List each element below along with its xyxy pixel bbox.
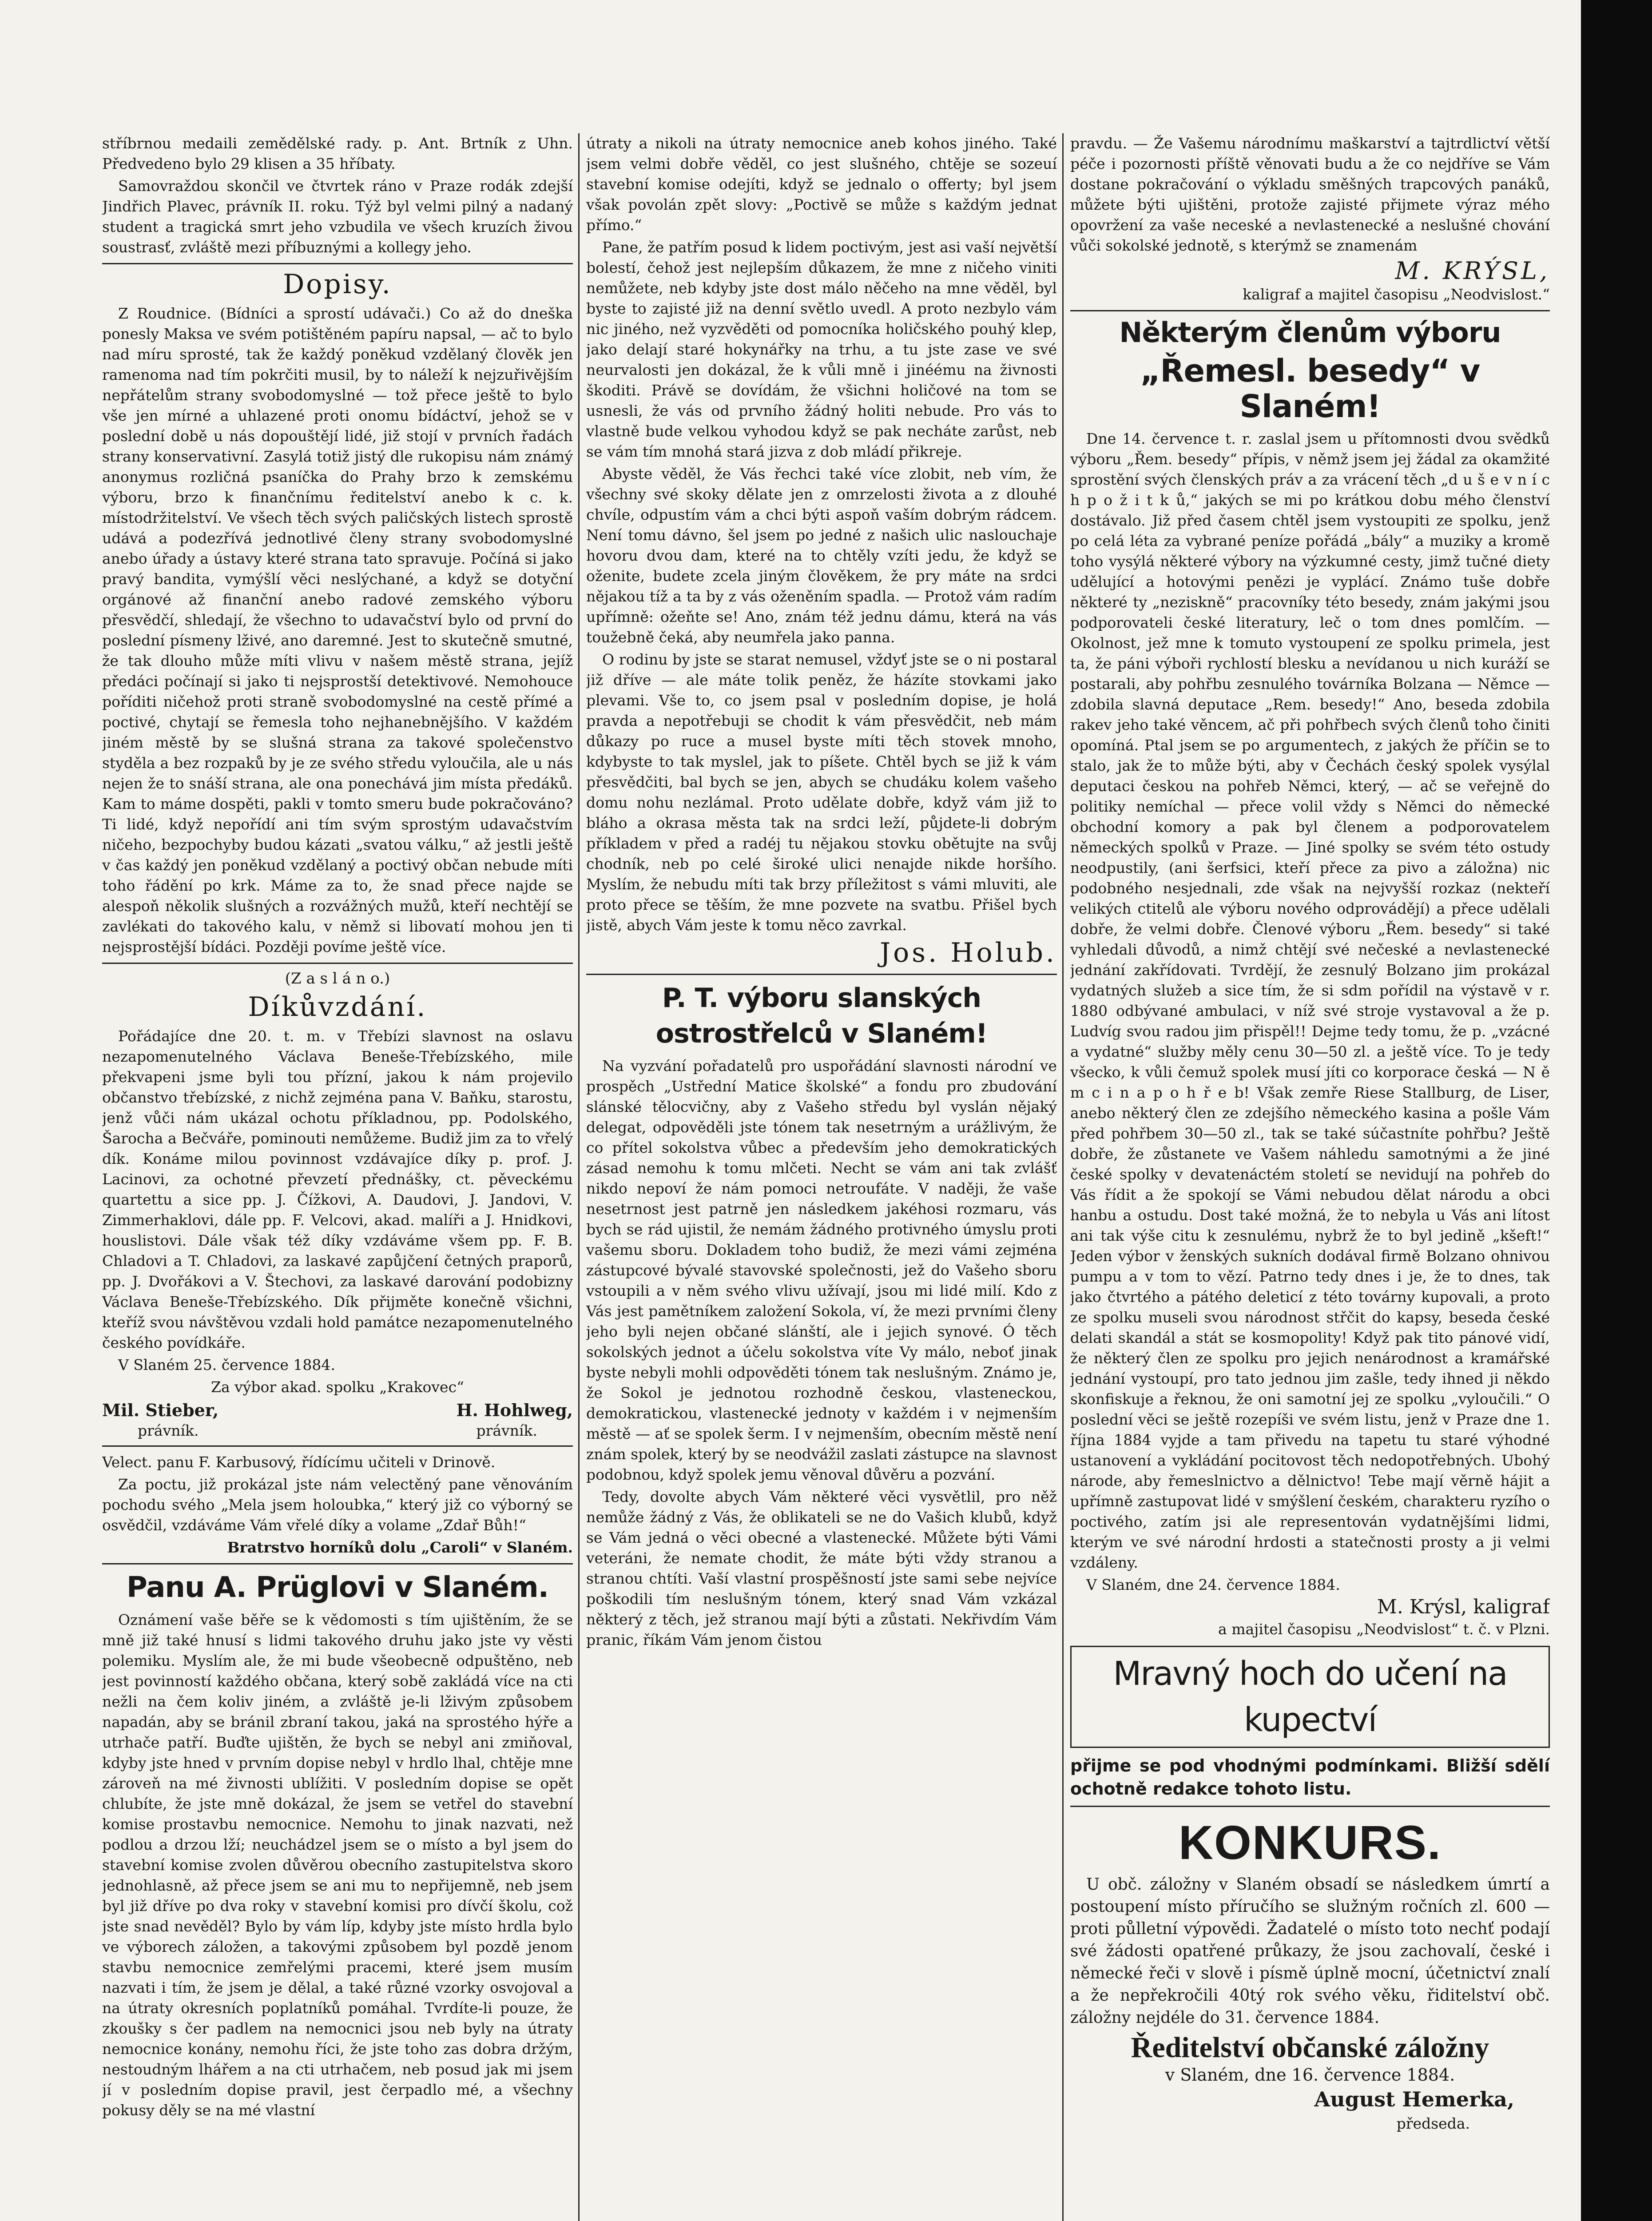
column-rule (1062, 133, 1064, 2221)
section-heading-dikuvzdani: Díkůvzdání. (248, 991, 427, 1023)
signature-left: Mil. Stieber, (102, 1400, 219, 1420)
article-paragraph: Abyste věděl, že Vás řechci také více zlobit, neb vím, že všechny své skoky dělate jen z omrzelosti života a z dlouhé chvíle, odpustím vám a chci býti aspoň vaším dobrým rádcem. Není tomu dávno, šel jsem po jedné z našich ulic naslouchaje hovoru dvou dam, které na to chtěly vzíti jedu, že když se oženite, budete zcela jiným člověkem, že pry máte na srdci nějakou tíž a ta by z vás oženěním spadla. — Protož vám radím upřímně: ožeňte se! Ano, znám též jednu dámu, která na vás toužebně čeká, aby neumřela jako panna. (586, 465, 1057, 646)
article-vybor: Dne 14. července t. r. zaslal jsem u přítomnosti dvou svědků výboru „Řem. besedy“ přípis, v němž jsem jej žádal za okamžité sprostění svých členských práv a za vrácení těch „d u š e v n í c h p o ž i t k ů,“ jakých se mi po krátkou dobu mého členství dostávalo. Již před časem chtěl jsem vystoupiti ze spolku, jenž po celá léta za vybrané peníze pořádá „bály“ a muziky a kromě toho vysýlá některé výbory na výzkumné cesty, jimž tučné diety udělující a hotovými penězi je vyplácí. Známo tuše dobře některé ty „neziskně“ pracovníky této besedy, znám jakými jsou podporovateli české literatury, leč o tom dnes pomlčím. — Okolnost, jež mne k tomuto vystoupení ze spolku primela, jest ta, že páni výboři rychlostí blesku a nevídanou u nich kuráží se postarali, aby pohřbu zesnulého továrníka Bolzana — Němce — zdobila slavná deputace „Rem. besedy!“ Ano, beseda zdobila rakev jeho také věncem, ač při pohřbech svých členů toho činiti opomíná. Ptal jsem se po argumentech, z jakých že příčin se to stalo, jak že to může býti, aby v Čechách český spolek vysýlal deputaci českou na pohřeb Němci, který, — ač se veřejně do politiky nemíchal — přece volil vždy s Němci do německé obchodní komory a pak byl členem a podporovatelem německých spolků v Praze. — Jiné spolky se svém této ostudy neodpustily, (ani šerfsici, kteří přece za pivo a záložna) nic podobného nesjednali, zde však na nejvyšší rozkaz (nekteří velikých ctitelů ale výboru nového odprovádějí) a přece udělali dobře, že velmi dobře. Členové výboru „Řem. besedy“ si také vyhledali důvodů, a nimž chtějí své nečeské a nevlastenecké jednání zakřídovati. Tvrdějí, že zesnulý Bolzano jim prokázal vydatných služeb a sice tím, že si sdm pořídil na výstavě v r. 1880 odbývané ambulaci, v níž své stroje vystavoval a že p. Ludvíg svou radou jim přispěl!! Dejme tedy tomu, že p. „vzácné a vydatné“ služby měly cenu 30—50 zl. a ještě více. To je tedy všecko, k vůli čemuž spolek musí jíti co korporace česká — N ě m c i n a p o h ř e b! Však zemře Riese Stallburg, de Liser, anebo některý člen ze zdejšího německého kasina a pošle Vám před pohřbem 30—50 zl., tak se také súčastníte pohřbu? Ještě dobře, že zůstanete ve Vašem náhledu samotnými a že jiné české spolky v devatenáctém století se nevidují na pohřeb do Vás řídit a že spokojí se Vámi nebudou dělat národu a obci hanbu a ostudu. Dost také možná, že to nebyla u Vás ani lítost ani tak výše citu k zesnulému, nybrž že to byl jedině „kšeft!“ Jeden výbor v ženských sukních dodával firmě Bolzano ohnivou pumpu a v tom to vězí. Patrno tedy dnes i je, že to dnes, tak jako čtvrtého a pátého deleticí z této továrny kupovali, a proto ze spolku museli svou národnost střčit do kapsy, beseda české delati skandál a stát se kosmopolity! Když pak tito pánové vidí, že některý člen ze spolku pro jejich nenárodnost a kramářské jednání vystoupí, pro tato jednou jim zašle, tedy ihned ji někdo skonfiskuje a řeknou, že oni samotní jej ze spolku „vyloučili.“ O poslední věci se ještě rozepíši ve svém listu, jenž v Praze dne 1. října 1884 vyjde a tam přivedu na tapetu tu staré výhodné ustanovení a vykládání pocitovost těch nedopotřebných. Ubohý národe, aby řemeslnictvo a dělnictvo! Tebe mají věrně hájit a upřímně zastupovat lidé v smýšlení českém, charakteru ryzího o poctivého, zatím jsi ale representován vydatnějšími lidmi, kterým ve své národní hrdosti a statečnosti prosty a ji velmi vzdáleny. (1070, 430, 1550, 1571)
article-ostrostrelci: Na vyzvání pořadatelů pro uspořádání slavnosti národní ve prospěch „Ustřední Matice školské“ a fondu pro zbudování slánské tělocvičny, aby z Vašeho středu byl vyslán nějaký delegat, odpověděli jste tónem tak nesetrným a urážlivým, že co přítel sokolstva vůbec a především jeho demokratických zásad nemohu k tomu mlčeti. Necht se vám ani tak zvlášť nikdo nepoví že nám pomoci netroufáte. V naději, že vaše nesetrnost jest patrně jen následkem jakéhosi rozmaru, vás bych se rád ujistil, že nemám žádného protivného úmyslu proti vašemu sboru. Dokladem toho budiž, že mezi vámi zejména zástupcové bývalé stavovské společnosti, jež do Vašeho sboru vstoupili a v něm svého vlivu užívají, jsou mi lidé milí. Kdo z Vás jest pamětníkem založení Sokola, ví, že mezi prvními členy jeho byli nejen občané slánští, ale i jejich synové. Ó těch sokolských jednot a účelu sokolstva víte Vy málo, neboť jinak byste nebyli mohli odpověděti tónem tak neslušným. Známo je, že Sokol je jednotou rozhodně českou, vlasteneckou, demokratickou, vlastenecké jednoty v každém i v nejmenším městě — ať se spolek šerm. I v nejmenším, obecním městě není znám spolek, který by se neodvážil zaslati zástupce na slavnost podobnou, když spolek jemu věnoval důvěru a pozvání. (586, 1057, 1057, 1483)
ad-heading-box: Mravný hoch do učení na kupectví (1070, 1646, 1550, 1748)
article-pruglovi: Oznámení vaše běře se k vědomosti s tím ujištěním, že se mně již také hnusí s lidmi takového druhu jako jste vy věsti polemiku. Myslím ale, že mi bude všeobecně odpuštěno, neb jest povinností každého občana, který sobě zakládá více na cti nežli na čem koliv jiném, a zvláště je-li lživým způsobem napadán, aby se bránil zbraní takou, jaká na sprostého hýře a utrhače patří. Buďte ujištěn, že bych se nebyl ani zmiňoval, kdyby jste hned v prvním dopise nebyl v hrdlo lhal, chtěje mne zároveň na mé živnosti ublížiti. V posledním dopise se opět chlubíte, že jste mně dokázal, že jsem se vetřel do stavební komise prostavbu nemocnice. Nemohu to jinak nazvati, než podlou a drzou lží; neuchádzel jsem se o místo a byl jsem do stavební komise zvolen důvěrou obecního zastupitelstva skoro jednohlasně, až přece jsem se ani mu to nepřijemně, neb jsem byl již dříve po dva roky v stavební komisi pro dívčí školu, což jste snad nevěděl? Bylo by vám líp, kdyby jste místo hrdla bylo ve výborech záložen, a takovými způsobem byl pozdě jenom stavbu nemocnice zemřelými pracemi, které jsem musím nazvati i tím, že jsem je dělal, a také různé vzorky osvojoval a na útraty okresních poplatníků pomáhal. Tvrdíte-li pouze, že zkoušky s čer padlem na nemocnici jsou neb byly na útraty nemocnice konány, nemohu říci, že jste toho zas dobra držým, nestoudným lhářem a na cti utrhačem, neb posud jak mi jsem jí v posledním dopise pravil, jest čerpadlo mé, a všechny pokusy děly se na mé vlastní (102, 1611, 573, 2119)
signature-krysl-2-prefix: kaligraf (1473, 1596, 1550, 1618)
signature-krysl-2 (1070, 1597, 1550, 1617)
article-dikuvzdani: Pořádajíce dne 20. t. m. v Třebízi slavnost na oslavu nezapomenutelného Václava Beneše-Třebízského, mile překvapeni jsme byli tou přízní, jakou k nám projevilo občanstvo třebízské, z nichž zejména pana V. Baňku, starostu, jenž vůči nám ukázal ochotu příkladnou, pp. Podolského, Šarocha a Bečváře, pominouti nemůžeme. Budiž jim za to vřelý dík. Konáme milou povinnost vzdávajíce díky p. prof. J. Lacinovi, za ochotné převzetí přednášky, ct. pěveckému quartettu a sice pp. J. Čížkovi, A. Daudovi, J. Jandovi, V. Zimmerhaklovi, dále pp. F. Velcovi, akad. malíři a J. Hnidkovi, houslistovi. Dále však též díky vzdáváme všem pp. F. B. Chladovi a T. Chladovi, za laskavé zapůjčení četných praporů, pp. J. Dvořákovi a V. Štechovi, za laskavé darování podobizny Václava Beneše-Třebízského. Dík přijměte konečně všichni, kteříž svou návštěvou vzdali hold památce nezapomenutelného českého povídkáře. (102, 1027, 573, 1351)
signature-role-row (102, 1421, 573, 1440)
divider (1070, 1806, 1550, 1807)
article-dopisy: Z Roudnice. (Bídníci a sprostí udávači.) Co až do dneška ponesly Maksa ve svém potištěném papíru napsal, — ač to bylo nad míru sprosté, tak že každý poněkud vzdělaný člověk jen ramenoma nad tím pokrčiti musil, by to náleží k nejzuřivějším nepřátelům strany svobodomyslné — tož přece ještě to bylo vše jen mírné a uhlazené proti onomu bídáctví, jehož se v poslední době u nás dopouštějí lidé, již stojí v prvních řadách strany konservativní. Zasylá totiž jistý dle rukopisu nám známý anonymus rozličná psaníčka do Prahy brzo k zemskému výboru, brzo k finančnímu ředitelství anebo k c. k. místodržitelství. Ve všech těch svých paličských listech sprostě udává a podezřívá jednotlivé členy strany svobodomyslné anebo úřady a ústavy které strana tato spravuje. Počíná si jako pravý bandita, vymýšlí věci neslýchané, a když se dotyční orgánové až finanční anebo radové zemského výboru přesvědčí, shledají, že všechno to udavačství bylo od první do poslední písmeny lživé, ano daremné. Jest to skutečně smutné, že tak dlouho může míti vlivu v našem městě strana, jejíž předáci počínají si jako ti nejsprostší detektivové. Nemohouce poříditi ničehož proti straně svobodomyslné na cestě přímé a poctivé, chytají se řemesla toho nejhanebnějšího. V každém jiném městě by se slušná strana za takové společenstvo styděla a bez rozpaků by je ze svého středu vyloučila, ale u nás nejen že to snáší strana, ale ona ponechává jim místa předáků. Kam to máme dospěti, pakli v tomto smeru bude pokračováno? Ti lidé, když nepořídí ani tím svým sprostým udavačstvím ničeho, bezpochyby budou kázati „svatou válku,“ až jestli ještě v čas každý jen poněkud vzdělaný a poctivý občan nebude míti toho řádění po krk. Máme za to, že snad přece najde se alespoň několik slušných a rozvážných mužů, kteří nechtějí se zavlékati do takového kalu, v němž si libovatí mohou jen ti nejsprostější bídáci. Později povíme ještě více. (102, 305, 573, 955)
reditelstvi-role: předseda. (1396, 2115, 1470, 2132)
article-velect: Za poctu, již prokázal jste nám velectěný pane věnováním pochodu svého „Mela jsem holoubka,“ který již co výborný se osvědčil, vzdáváme Vám vřelé díky a volame „Zdař Bůh!“ (102, 1476, 573, 1534)
divider (102, 1563, 573, 1564)
signature-krysl-role: kaligraf a majitel časopisu „Neodvislost.“ (1243, 286, 1550, 303)
zaslano-label: (Z a s l á n o.) (285, 970, 390, 987)
signature-krysl-2-name: M. Krýsl, (1377, 1596, 1467, 1618)
section-heading-pruglovi: Panu A. Prüglovi v Slaném. (127, 1571, 548, 1604)
konkurs-heading: KONKURS. (1178, 1815, 1442, 1869)
column-rule (578, 133, 580, 2221)
column-2 (586, 133, 1057, 2221)
reditelstvi-date: v Slaném, dne 16. července 1884. (1165, 2065, 1455, 2085)
signature-row (102, 1399, 573, 1421)
divider (102, 263, 573, 264)
article-signature: Bratrstvo horníků dolu „Caroli“ v Slaném. (227, 1539, 573, 1556)
divider (1070, 310, 1550, 311)
column-3 (1070, 133, 1550, 2221)
section-heading-dopisy: Dopisy. (283, 269, 392, 300)
article-signature-holub: Jos. Holub. (880, 937, 1057, 968)
signature-krysl: M. KRÝSL, (1395, 257, 1550, 285)
divider (586, 974, 1057, 975)
article-paragraph: O rodinu by jste se starat nemusel, vždyť jste se o ni postaral již dříve — ale máte tolik peněz, že házíte stovkami jako plevami. Vše to, co jsem psal v posledním dopise, je holá pravda a nepotřebuji se chodit k vám přesvědčit, neb mám důkazy po ruce a musel byste míti těch stovek mnoho, kdybyste to tak myslel, jak to píšete. Chtěl bych se již k vám přesvědčiti, bal bych se jen, abych se chudáku kolem vašeho domu nohu nezlámal. Proto udělate dobře, když vám již to bláho a okrasa města tak na srdci leží, půjdete-li dobrým příkladem v před a radéj tu nějakou stovku obětujte na svůj chodník, neb po celé široké ulici nenajde nikde horšího. Myslím, že nebudu míti tak brzy příležitost s vámi mluviti, ale proto přece se těším, že mne pozvete na svatbu. Přišel bych jistě, abych Vám jeste k tomu něco zavrkal. (586, 651, 1057, 934)
article-paragraph: Tedy, dovolte abych Vám některé věci vysvětlil, pro něž nemůže žádný z Vás, že oblikateli se ne do Vašich klubů, když se Vám jedná o věci obecné a vlastenecké. Můžete býti Vámi veteráni, že nemate chodit, že máte býti vždy stranou a stranou chtíti. Vaší vlastní prospěšností jste sami sebe nejvíce poškodili tím neslušným tónem, který snad Vám vzkázal některý z těch, jež stranou mají býti a zůstati. Nekřivdím Vám pranic, říkám Vám jenom čistou (586, 1488, 1057, 1648)
intro-paragraph: stříbrnou medaili zemědělské rady. p. Ant. Brtník z Uhn. Předvedeno bylo 29 klisen a 35 hříbaty. (102, 135, 573, 172)
column-1 (102, 133, 573, 2221)
reditelstvi-signature: August Hemerka, (1314, 2087, 1514, 2111)
article-signature-line: Za výbor akad. spolku „Krakovec“ (211, 1378, 464, 1396)
intro-paragraph: Samovraždou skončil ve čtvrtek ráno v Praze rodák zdejší Jindřich Plavec, právník II. roku. Týž byl velmi pilný a nadaný student a tragická smrt jeho vzbudila ve všech kruzích živou soustrasť, zvláště mezi příbuznými a kollegy jeho. (102, 177, 573, 256)
signature-left-role: právník. (138, 1422, 199, 1439)
reditelstvi-heading: Ředitelství občanské záložny (1131, 2031, 1489, 2064)
section-heading-vybor-2: „Řemesl. besedy“ v Slaném! (1140, 353, 1480, 425)
signature-krysl-2-role: a majitel časopisu „Neodvislost“ t. č. v Plzni. (1218, 1620, 1550, 1638)
page-edge-dark-border (1581, 0, 1652, 2221)
signature-right-role: právník. (476, 1422, 537, 1439)
divider (102, 1445, 573, 1447)
konkurs-text: U obč. záložny v Slaném obsadí se následkem úmrtí a postoupení místo příručího se služným ročních zl. 600 — proti půlletní výpovědi. Žadatelé o místo toto nechť podají své žádosti opatřené průkazy, že jsou zachovalí, české i německé řeči v slově i písmě úplně mocní, účetnictví znalí a že nepřekročili 40tý rok svého věku, řiditelství obč. záložny nejdéle do 31. července 1884. (1070, 1875, 1550, 2027)
divider (102, 963, 573, 964)
article-continued: pravdu. — Že Vašemu národnímu maškarství a tajtrdlictví větší péče i pozornosti příště věnovati budu a že co nejdříve se Vám dostane pokračování o výkladu směšných trapcových panáků, můžete býti ujištěni, protože zajisté přijmete výraz mého opovržení za vaše neceské a nevlastenecké a neslušné chování vůči sokolské jednotě, s kterýmž se znamenám (1070, 135, 1550, 254)
signature-right: H. Hohlweg, (456, 1400, 573, 1420)
ad-text: přijme se pod vhodnými podmínkami. Bližší sdělí ochotně redakce tohoto listu. (1070, 1756, 1550, 1799)
article-date: V Slaném, dne 24. července 1884. (1086, 1576, 1340, 1593)
section-heading-vybor-1: Některým členům výboru (1119, 316, 1501, 349)
article-paragraph: Pane, že patřím posud k lidem poctivým, jest asi vaší největší bolestí, čehož jest nejlepším důkazem, že mne z ničeho viniti nemůžete, neb kdyby jste dost málo něčeho na mne věděl, byl byste to zajisté již na denní světlo uvedl. A proto nezbylo vám nic jiného, než vyzvěděti od pomocníka holičského pouhý klep, jako delají staré hokynářky na trhu, a tu jste zase ve své neurvalosti jen dokázal, že k vůli mně i jinéému na živnosti škoditi. Právě se dovídám, že všichni holičové na tom se usnesli, že vás od prvního žádný holiti nebude. Pro vás to vlastně bude velkou vyhodou když se pak necháte zarůst, neb se vám tím mnohá stará jizva z dob mládí přikreje. (586, 239, 1057, 460)
article-continued: útraty a nikoli na útraty nemocnice aneb kohos jiného. Také jsem velmi dobře věděl, co jest slušného, chtěje se sozeuí stavební komise odejíti, když se jednalo o offerty; byl jsem však povolán zpět slovy: „Poctivě se může s každým jednat přímo.“ (586, 135, 1057, 234)
section-heading-ostrostrelci: P. T. výboru slanských ostrostřelců v Slaném! (655, 983, 988, 1049)
article-date: V Slaném 25. července 1884. (118, 1356, 335, 1373)
article-velect-heading: Velect. panu F. Karbusový, řídícímu učiteli v Drinově. (102, 1453, 496, 1471)
